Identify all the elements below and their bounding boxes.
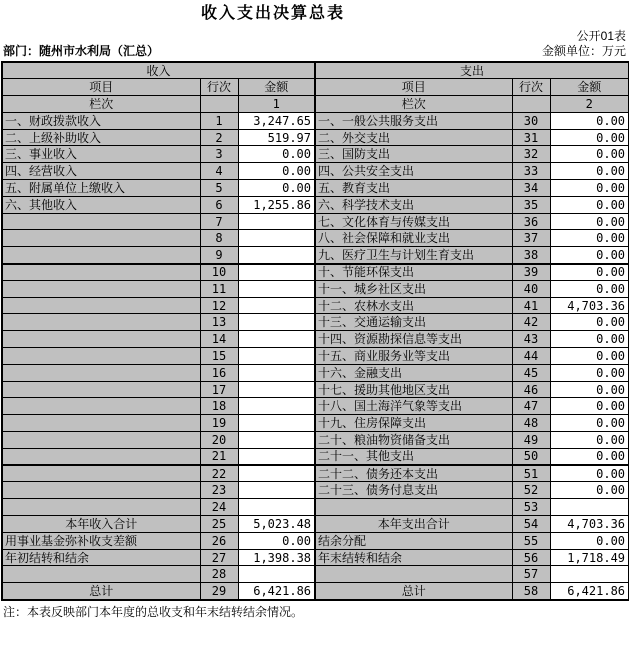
- expense-line-cell: 51: [512, 465, 550, 482]
- expense-line-cell: 38: [512, 247, 550, 264]
- income-line-blank-cell: [200, 96, 238, 113]
- income-line-cell: 6: [200, 196, 238, 213]
- table-row: [2, 364, 629, 381]
- income-item-cell: 二、上级补助收入: [2, 129, 200, 146]
- expense-line-cell: 43: [512, 331, 550, 348]
- income-amount-cell: [238, 432, 315, 449]
- expense-item-cell: 结余分配: [315, 532, 512, 549]
- expense-item-cell: 八、社会保障和就业支出: [315, 230, 512, 247]
- column-header-row: [2, 79, 629, 96]
- expense-line-cell: 44: [512, 348, 550, 365]
- expense-amount-cell: 0.00: [550, 280, 629, 297]
- expense-item-cell: 十七、援助其他地区支出: [315, 381, 512, 398]
- expense-amount-cell: 0.00: [550, 364, 629, 381]
- income-line-cell: 19: [200, 415, 238, 432]
- income-amount-cell: 0.00: [238, 180, 315, 197]
- income-amount-cell: [238, 398, 315, 415]
- expense-item-cell: 三、国防支出: [315, 146, 512, 163]
- expense-amount-cell: 0.00: [550, 331, 629, 348]
- income-amount-cell: [238, 364, 315, 381]
- department-label: 部门：随州市水利局（汇总）: [3, 44, 160, 58]
- income-item-cell: 本年收入合计: [2, 516, 200, 533]
- income-line-cell: 24: [200, 499, 238, 516]
- table-row: [2, 146, 629, 163]
- table-row: [2, 381, 629, 398]
- table-row: [2, 163, 629, 180]
- income-amount-cell: 0.00: [238, 146, 315, 163]
- expense-amount-cell: 0.00: [550, 398, 629, 415]
- expense-line-cell: 49: [512, 432, 550, 449]
- expense-line-cell: 41: [512, 297, 550, 314]
- expense-line-cell: 30: [512, 112, 550, 129]
- expense-amount-cell: 0.00: [550, 415, 629, 432]
- income-item-cell: [2, 465, 200, 482]
- table-row: [2, 129, 629, 146]
- expense-line-cell: 42: [512, 314, 550, 331]
- income-line-cell: 14: [200, 331, 238, 348]
- expense-line-cell: 52: [512, 482, 550, 499]
- expense-amount-cell: 0.00: [550, 482, 629, 499]
- income-line-cell: 1: [200, 112, 238, 129]
- income-amount-cell: [238, 482, 315, 499]
- income-line-cell: 22: [200, 465, 238, 482]
- income-item-cell: [2, 230, 200, 247]
- expense-item-cell: 二十三、债务付息支出: [315, 482, 512, 499]
- expense-item-cell: 总计: [315, 583, 512, 600]
- table-row: [2, 180, 629, 197]
- table-row: [2, 247, 629, 264]
- income-item-cell: [2, 415, 200, 432]
- income-amount-cell: [238, 348, 315, 365]
- table-row: [2, 583, 629, 600]
- expense-section-header: 支出: [315, 62, 629, 79]
- income-item-cell: [2, 264, 200, 281]
- income-item-cell: [2, 314, 200, 331]
- income-line-cell: 4: [200, 163, 238, 180]
- income-item-cell: 总计: [2, 583, 200, 600]
- income-line-cell: 3: [200, 146, 238, 163]
- expense-column-label: 栏次: [315, 96, 512, 113]
- expense-item-cell: 本年支出合计: [315, 516, 512, 533]
- expense-item-cell: 四、公共安全支出: [315, 163, 512, 180]
- expense-item-cell: 十四、资源勘探信息等支出: [315, 331, 512, 348]
- income-item-cell: [2, 398, 200, 415]
- table-body: [2, 112, 629, 599]
- expense-amount-header: 金额: [550, 79, 629, 96]
- income-line-cell: 12: [200, 297, 238, 314]
- expense-item-cell: 二十、粮油物资储备支出: [315, 432, 512, 449]
- expense-amount-cell: 0.00: [550, 432, 629, 449]
- expense-amount-cell: 0.00: [550, 146, 629, 163]
- expense-amount-cell: 1,718.49: [550, 549, 629, 566]
- expense-amount-cell: 0.00: [550, 247, 629, 264]
- table-row: [2, 280, 629, 297]
- income-line-cell: 29: [200, 583, 238, 600]
- expense-column-no: 2: [550, 96, 629, 113]
- expense-item-cell: [315, 566, 512, 583]
- income-item-cell: [2, 364, 200, 381]
- income-item-cell: [2, 448, 200, 465]
- expense-amount-cell: 0.00: [550, 163, 629, 180]
- expense-line-cell: 45: [512, 364, 550, 381]
- footnote: 注：本表反映部门本年度的总收支和年末结转结余情况。: [3, 604, 304, 619]
- income-item-cell: [2, 247, 200, 264]
- expense-line-cell: 55: [512, 532, 550, 549]
- table-row: [2, 196, 629, 213]
- expense-line-blank-cell: [512, 96, 550, 113]
- expense-amount-cell: 0.00: [550, 348, 629, 365]
- expense-amount-cell: 0.00: [550, 532, 629, 549]
- income-item-cell: [2, 331, 200, 348]
- expense-item-cell: 二十二、债务还本支出: [315, 465, 512, 482]
- income-amount-cell: 1,255.86: [238, 196, 315, 213]
- table-row: [2, 432, 629, 449]
- income-line-cell: 17: [200, 381, 238, 398]
- table-row: [2, 348, 629, 365]
- expense-line-cell: 35: [512, 196, 550, 213]
- income-item-cell: 四、经营收入: [2, 163, 200, 180]
- expense-line-cell: 36: [512, 213, 550, 230]
- income-amount-cell: 3,247.65: [238, 112, 315, 129]
- expense-item-cell: 五、教育支出: [315, 180, 512, 197]
- expense-amount-cell: 0.00: [550, 180, 629, 197]
- expense-amount-cell: 0.00: [550, 465, 629, 482]
- expense-line-cell: 31: [512, 129, 550, 146]
- income-amount-header: 金额: [238, 79, 315, 96]
- income-line-cell: 11: [200, 280, 238, 297]
- income-column-label: 栏次: [2, 96, 200, 113]
- income-amount-cell: [238, 247, 315, 264]
- income-item-cell: [2, 297, 200, 314]
- table-row: [2, 532, 629, 549]
- expense-line-cell: 40: [512, 280, 550, 297]
- income-amount-cell: [238, 264, 315, 281]
- expense-item-cell: 十九、住房保障支出: [315, 415, 512, 432]
- expense-item-cell: 年末结转和结余: [315, 549, 512, 566]
- expense-item-cell: 二、外交支出: [315, 129, 512, 146]
- expense-line-cell: 47: [512, 398, 550, 415]
- expense-line-cell: 34: [512, 180, 550, 197]
- income-item-cell: 五、附属单位上缴收入: [2, 180, 200, 197]
- table-row: [2, 465, 629, 482]
- income-amount-cell: [238, 465, 315, 482]
- expense-item-cell: 一、一般公共服务支出: [315, 112, 512, 129]
- expense-amount-cell: 0.00: [550, 213, 629, 230]
- income-amount-cell: [238, 297, 315, 314]
- expense-item-cell: 七、文化体育与传媒支出: [315, 213, 512, 230]
- table-row: [2, 112, 629, 129]
- expense-line-cell: 46: [512, 381, 550, 398]
- expense-line-cell: 58: [512, 583, 550, 600]
- expense-item-cell: 十六、金融支出: [315, 364, 512, 381]
- expense-item-cell: 十一、城乡社区支出: [315, 280, 512, 297]
- income-item-cell: 用事业基金弥补收支差额: [2, 532, 200, 549]
- income-line-cell: 5: [200, 180, 238, 197]
- income-amount-cell: 519.97: [238, 129, 315, 146]
- table-row: [2, 448, 629, 465]
- table-row: [2, 566, 629, 583]
- expense-item-cell: 十二、农林水支出: [315, 297, 512, 314]
- income-line-cell: 20: [200, 432, 238, 449]
- table-row: [2, 297, 629, 314]
- table-row: [2, 516, 629, 533]
- income-line-cell: 25: [200, 516, 238, 533]
- expense-line-cell: 37: [512, 230, 550, 247]
- income-item-cell: [2, 432, 200, 449]
- income-amount-cell: [238, 566, 315, 583]
- income-amount-cell: [238, 499, 315, 516]
- table-row: [2, 398, 629, 415]
- expense-line-cell: 57: [512, 566, 550, 583]
- income-line-cell: 15: [200, 348, 238, 365]
- expense-item-cell: 十、节能环保支出: [315, 264, 512, 281]
- income-amount-cell: [238, 314, 315, 331]
- expense-amount-cell: 4,703.36: [550, 297, 629, 314]
- income-amount-cell: 0.00: [238, 163, 315, 180]
- section-header-row: [2, 62, 629, 79]
- expense-amount-cell: 0.00: [550, 196, 629, 213]
- income-line-cell: 2: [200, 129, 238, 146]
- income-item-cell: [2, 280, 200, 297]
- income-line-cell: 10: [200, 264, 238, 281]
- income-line-cell: 26: [200, 532, 238, 549]
- income-item-cell: [2, 381, 200, 398]
- income-line-cell: 13: [200, 314, 238, 331]
- income-amount-cell: 1,398.38: [238, 549, 315, 566]
- expense-line-cell: 48: [512, 415, 550, 432]
- table-row: [2, 499, 629, 516]
- income-amount-cell: [238, 415, 315, 432]
- expense-line-cell: 39: [512, 264, 550, 281]
- unit-label: 金额单位：万元: [541, 44, 626, 58]
- income-item-cell: [2, 499, 200, 516]
- expense-line-header: 行次: [512, 79, 550, 96]
- income-line-cell: 8: [200, 230, 238, 247]
- expense-amount-cell: [550, 566, 629, 583]
- income-amount-cell: 0.00: [238, 532, 315, 549]
- expense-item-cell: 六、科学技术支出: [315, 196, 512, 213]
- table-row: [2, 264, 629, 281]
- income-section-header: 收入: [2, 62, 315, 79]
- income-item-cell: 六、其他收入: [2, 196, 200, 213]
- expense-item-cell: 十三、交通运输支出: [315, 314, 512, 331]
- income-line-cell: 16: [200, 364, 238, 381]
- expense-item-cell: 十八、国土海洋气象等支出: [315, 398, 512, 415]
- income-amount-cell: [238, 230, 315, 247]
- form-code-label: 公开01表: [576, 29, 626, 43]
- income-amount-cell: [238, 213, 315, 230]
- income-item-cell: 年初结转和结余: [2, 549, 200, 566]
- expense-amount-cell: 6,421.86: [550, 583, 629, 600]
- expense-line-cell: 53: [512, 499, 550, 516]
- income-item-cell: [2, 348, 200, 365]
- income-amount-cell: [238, 448, 315, 465]
- table-row: [2, 213, 629, 230]
- income-amount-cell: [238, 331, 315, 348]
- income-line-cell: 7: [200, 213, 238, 230]
- income-line-cell: 27: [200, 549, 238, 566]
- income-line-cell: 28: [200, 566, 238, 583]
- expense-item-cell: [315, 499, 512, 516]
- expense-amount-cell: 0.00: [550, 314, 629, 331]
- expense-amount-cell: 0.00: [550, 448, 629, 465]
- expense-amount-cell: 0.00: [550, 264, 629, 281]
- income-line-header: 行次: [200, 79, 238, 96]
- page-title: 收入支出决算总表: [200, 5, 345, 22]
- expense-line-cell: 33: [512, 163, 550, 180]
- table-row: [2, 331, 629, 348]
- income-item-cell: [2, 566, 200, 583]
- expense-amount-cell: 0.00: [550, 381, 629, 398]
- expense-amount-cell: 0.00: [550, 112, 629, 129]
- income-item-cell: 三、事业收入: [2, 146, 200, 163]
- expense-item-cell: 二十一、其他支出: [315, 448, 512, 465]
- table-row: [2, 314, 629, 331]
- income-item-cell: [2, 482, 200, 499]
- income-item-cell: [2, 213, 200, 230]
- expense-item-header: 项目: [315, 79, 512, 96]
- income-amount-cell: [238, 381, 315, 398]
- expense-amount-cell: 4,703.36: [550, 516, 629, 533]
- expense-item-cell: 九、医疗卫生与计划生育支出: [315, 247, 512, 264]
- income-line-cell: 21: [200, 448, 238, 465]
- expense-line-cell: 50: [512, 448, 550, 465]
- table-row: [2, 415, 629, 432]
- table-row: [2, 230, 629, 247]
- income-column-no: 1: [238, 96, 315, 113]
- expense-line-cell: 56: [512, 549, 550, 566]
- table-row: [2, 482, 629, 499]
- income-amount-cell: 6,421.86: [238, 583, 315, 600]
- income-item-header: 项目: [2, 79, 200, 96]
- expense-amount-cell: 0.00: [550, 230, 629, 247]
- expense-amount-cell: 0.00: [550, 129, 629, 146]
- summary-table: [1, 61, 629, 601]
- meta-row: [0, 44, 629, 58]
- table-row: [2, 549, 629, 566]
- expense-amount-cell: [550, 499, 629, 516]
- expense-line-cell: 54: [512, 516, 550, 533]
- expense-item-cell: 十五、商业服务业等支出: [315, 348, 512, 365]
- income-line-cell: 23: [200, 482, 238, 499]
- income-amount-cell: 5,023.48: [238, 516, 315, 533]
- income-line-cell: 18: [200, 398, 238, 415]
- expense-line-cell: 32: [512, 146, 550, 163]
- income-amount-cell: [238, 280, 315, 297]
- income-item-cell: 一、财政拨款收入: [2, 112, 200, 129]
- income-line-cell: 9: [200, 247, 238, 264]
- column-number-row: [2, 96, 629, 113]
